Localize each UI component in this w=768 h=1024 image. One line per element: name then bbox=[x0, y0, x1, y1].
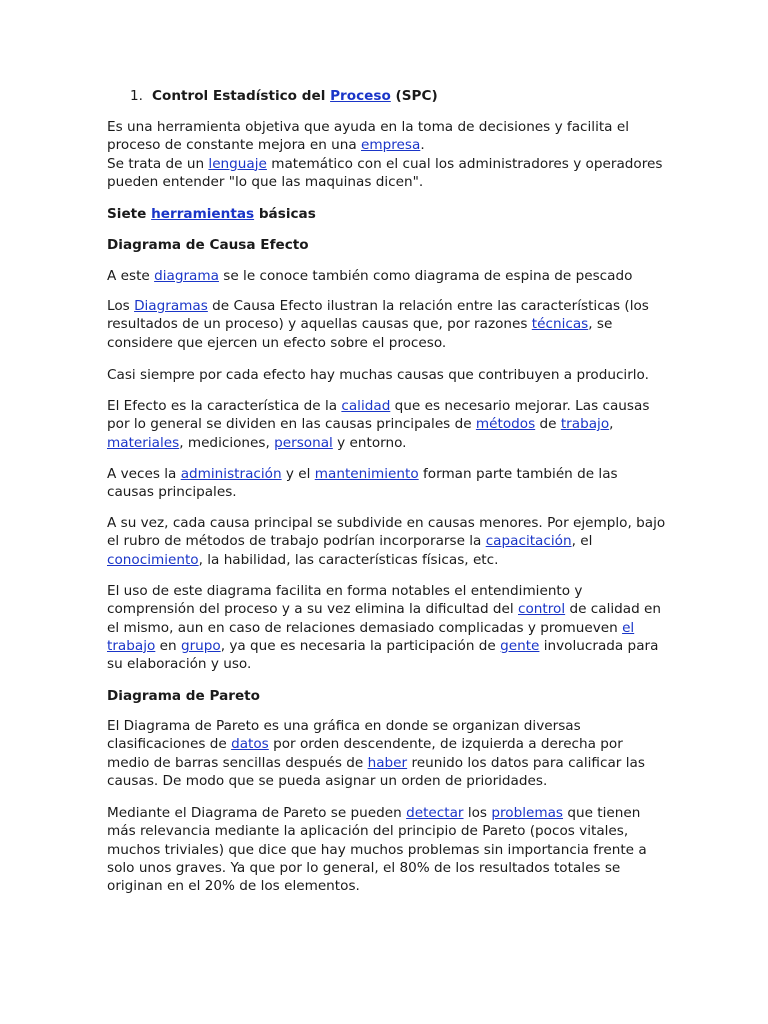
hyperlink[interactable]: gente bbox=[500, 637, 540, 654]
hyperlink[interactable]: conocimiento bbox=[107, 551, 199, 568]
text-run: A este bbox=[107, 268, 155, 284]
text-run: El uso de este diagrama facilita en forma notables el entendimiento y comprensión del proceso y a su vez elimina la dificultad del bbox=[107, 583, 583, 618]
section-heading bbox=[107, 205, 667, 223]
hyperlink[interactable]: técnicas bbox=[531, 316, 589, 333]
hyperlink[interactable]: calidad bbox=[341, 398, 391, 414]
text-run: reunido los datos para calificar las causas. De modo que se pueda asignar un orden de prioridades. bbox=[107, 754, 645, 789]
hyperlink[interactable]: métodos bbox=[475, 416, 536, 433]
section-heading bbox=[107, 236, 667, 254]
hyperlink[interactable]: el trabajo bbox=[107, 619, 635, 654]
text-run: , se considere que ejercen un efecto sobre el proceso. bbox=[107, 316, 613, 351]
text-run: Siete bbox=[107, 206, 152, 222]
text-run: , bbox=[609, 416, 614, 433]
hyperlink[interactable]: personal bbox=[274, 434, 333, 451]
text-run: Control Estadístico del bbox=[152, 88, 331, 104]
text-run: El Diagrama de Pareto es una gráfica en donde se organizan diversas clasificaciones de bbox=[107, 718, 581, 753]
text-run: Se trata de un bbox=[107, 155, 209, 172]
paragraph bbox=[107, 397, 667, 452]
hyperlink[interactable]: herramientas bbox=[151, 206, 255, 222]
hyperlink[interactable]: haber bbox=[367, 754, 408, 771]
hyperlink[interactable]: materiales bbox=[107, 434, 180, 451]
text-run: por orden descendente, de izquierda a derecha por medio de barras sencillas después de bbox=[107, 736, 623, 771]
text-run: A su vez, cada causa principal se subdivide en causas menores. Por ejemplo, bajo el rubro de métodos de trabajo podrían incorporarse la bbox=[107, 515, 666, 550]
hyperlink[interactable]: grupo bbox=[180, 637, 221, 654]
hyperlink[interactable]: Diagramas bbox=[134, 298, 208, 314]
paragraph bbox=[107, 267, 667, 285]
text-run: se le conoce también como diagrama de espina de pescado bbox=[218, 268, 633, 284]
hyperlink[interactable]: lenguaje bbox=[208, 155, 267, 172]
text-run: , mediciones, bbox=[179, 434, 275, 451]
text-run: de bbox=[535, 416, 561, 433]
text-run: en bbox=[155, 637, 181, 654]
text-run: Diagrama de Causa Efecto bbox=[107, 237, 309, 253]
hyperlink[interactable]: empresa bbox=[361, 137, 421, 154]
hyperlink[interactable]: datos bbox=[231, 736, 269, 753]
heading-title bbox=[152, 88, 438, 104]
hyperlink[interactable]: capacitación bbox=[485, 533, 572, 550]
text-run: Mediante el Diagrama de Pareto se pueden bbox=[107, 805, 407, 821]
text-run: los bbox=[463, 805, 492, 821]
text-run: (SPC) bbox=[390, 88, 438, 104]
text-run: . bbox=[420, 137, 425, 154]
paragraph bbox=[107, 717, 667, 790]
text-run: forman parte también de las causas principales. bbox=[107, 466, 618, 501]
text-run: matemático con el cual los administradores y operadores pueden entender "lo que las maquinas dicen". bbox=[107, 155, 663, 190]
text-run: involucrada para su elaboración y uso. bbox=[107, 637, 659, 673]
text-run: El Efecto es la característica de la bbox=[107, 398, 342, 414]
paragraph bbox=[107, 514, 667, 569]
text-run: , el bbox=[571, 533, 593, 550]
paragraph bbox=[107, 465, 667, 502]
hyperlink[interactable]: problemas bbox=[491, 805, 564, 821]
hyperlink[interactable]: detectar bbox=[406, 805, 464, 821]
paragraph bbox=[107, 582, 667, 673]
hyperlink[interactable]: diagrama bbox=[154, 268, 219, 284]
text-run: Diagrama de Pareto bbox=[107, 688, 261, 704]
text-run: y entorno. bbox=[332, 434, 407, 451]
text-run: Es una herramienta objetiva que ayuda en la toma de decisiones y facilita el proceso de constante mejora en una bbox=[107, 119, 629, 154]
hyperlink[interactable]: Proceso bbox=[330, 88, 391, 104]
hyperlink[interactable]: mantenimiento bbox=[314, 466, 419, 482]
paragraph bbox=[107, 118, 667, 191]
hyperlink[interactable]: trabajo bbox=[560, 416, 610, 433]
text-run: que tienen más relevancia mediante la aplicación del principio de Pareto (pocos vitales, muchos triviales) que dice que hay muchos problemas sin importancia frente a solo unos graves. Ya que por lo general, el 80% de los resultados totales se originan en el 20% de los elementos. bbox=[107, 805, 647, 895]
text-run: Los bbox=[107, 298, 135, 314]
text-run: A veces la bbox=[107, 466, 181, 482]
text-run: , ya que es necesaria la participación de bbox=[220, 637, 501, 654]
text-run: que es necesario mejorar. Las causas por lo general se dividen en las causas principales de bbox=[107, 398, 650, 433]
text-run: de calidad en el mismo, aun en caso de relaciones demasiado complicadas y promueven bbox=[107, 601, 662, 636]
section-heading bbox=[107, 687, 667, 705]
hyperlink[interactable]: administración bbox=[180, 466, 282, 482]
list-number: 1. bbox=[130, 88, 143, 104]
text-run: de Causa Efecto ilustran la relación entre las características (los resultados de un proceso) y aquellas causas que, por razones bbox=[107, 298, 649, 333]
numbered-heading bbox=[130, 87, 670, 105]
paragraph bbox=[107, 366, 667, 384]
paragraph bbox=[107, 297, 667, 352]
hyperlink[interactable]: control bbox=[518, 601, 566, 618]
text-run: Casi siempre por cada efecto hay muchas causas que contribuyen a producirlo. bbox=[107, 367, 649, 383]
text-run: y el bbox=[281, 466, 315, 482]
paragraph bbox=[107, 804, 667, 895]
text-run: , la habilidad, las características físicas, etc. bbox=[198, 551, 499, 568]
text-run: básicas bbox=[254, 206, 316, 222]
